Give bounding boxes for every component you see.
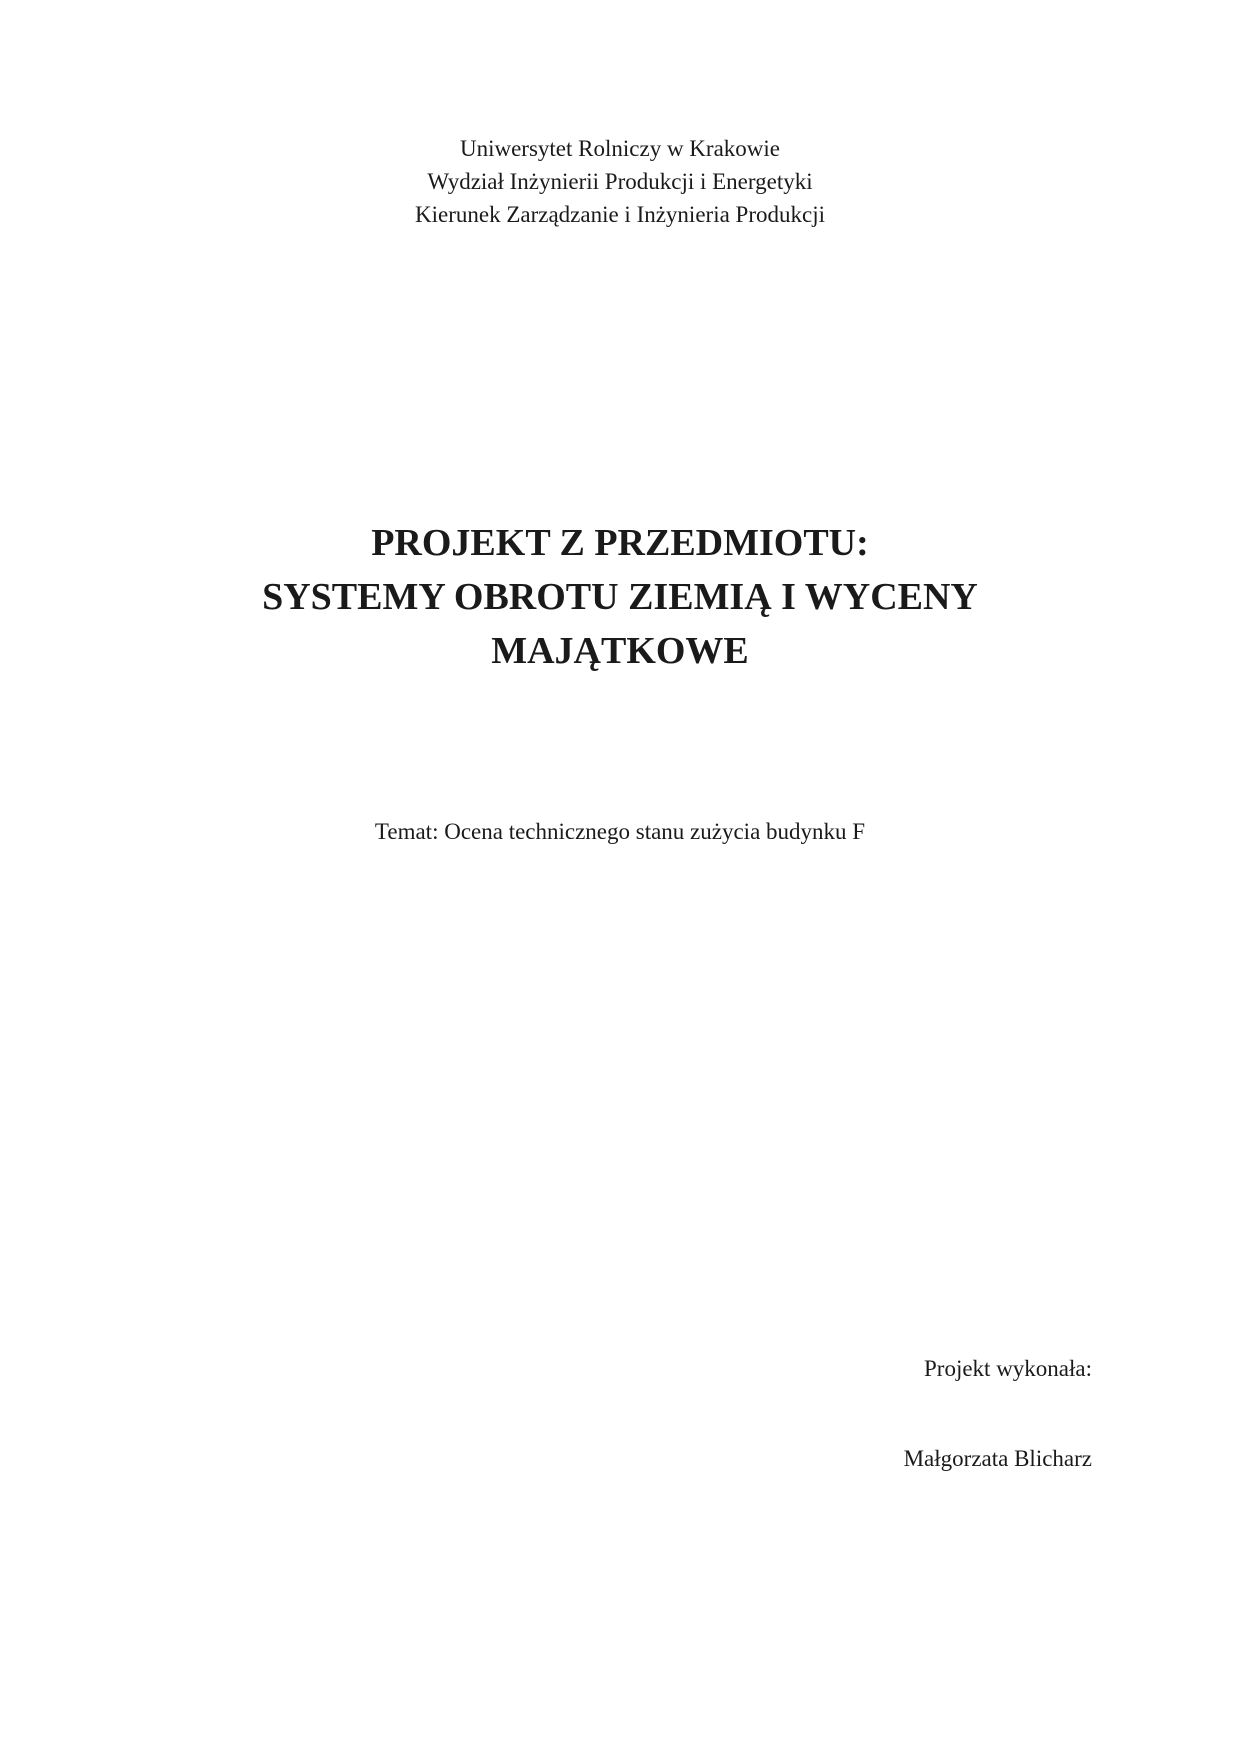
author-block	[904, 1352, 1092, 1475]
title-line-3: MAJĄTKOWE	[491, 630, 749, 672]
institution-header	[0, 132, 1240, 231]
project-topic: Temat: Ocena technicznego stanu zużycia budynku F	[374, 819, 866, 844]
university-name: Uniwersytet Rolniczy w Krakowie	[459, 136, 780, 161]
document-title	[0, 516, 1240, 678]
field-of-study: Kierunek Zarządzanie i Inżynieria Produkcji	[415, 202, 825, 227]
author-label: Projekt wykonała:	[924, 1356, 1092, 1381]
title-line-1: PROJEKT Z PRZEDMIOTU:	[371, 522, 869, 564]
faculty-name: Wydział Inżynierii Produkcji i Energetyki	[427, 169, 813, 194]
author-name: Małgorzata Blicharz	[903, 1446, 1092, 1471]
title-line-2: SYSTEMY OBROTU ZIEMIĄ I WYCENY	[262, 576, 978, 618]
